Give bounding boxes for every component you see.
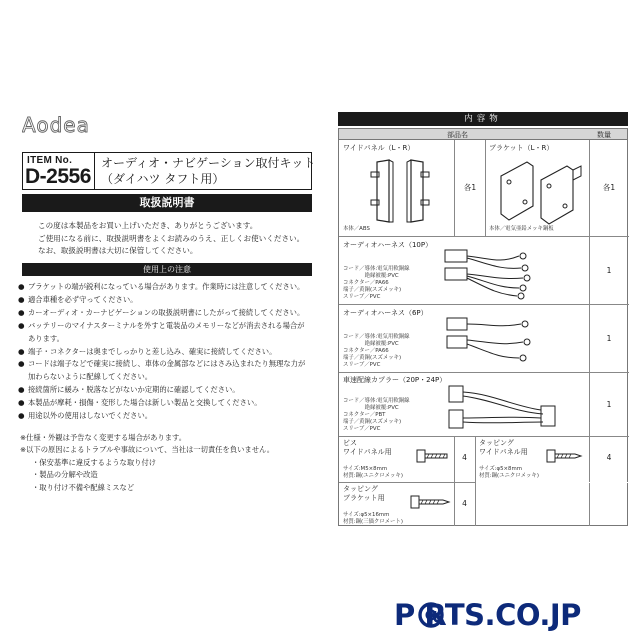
caution-list [18, 281, 314, 423]
footnote-spec-change: ※仕様・外観は予告なく変更する場合があります。 [20, 433, 187, 442]
item-number-box [23, 153, 95, 189]
manual-title: 取扱説明書 [22, 194, 312, 212]
spec-line: コネクター／PA66 [343, 280, 389, 286]
spec-line: サイズ:φ5×8mm [479, 466, 522, 472]
grid-line [339, 236, 629, 237]
grid-line [339, 304, 629, 305]
spec-line: 端子／黄銅(スズメッキ) [343, 355, 402, 361]
part-name-panel: ワイドパネル（L・R） [343, 144, 415, 152]
footnote-sub: ・製品の分解や改造 [32, 470, 98, 480]
part-name-screw-panel-1: ビス [343, 439, 357, 447]
part-spec-tap-panel [479, 466, 539, 480]
panel-drawing [365, 156, 435, 226]
spec-line: コネクター／PBT [343, 412, 386, 418]
grid-line [589, 140, 590, 526]
spec-line: コネクター／PA66 [343, 348, 389, 354]
spec-line: 端子／黄銅(スズメッキ) [343, 287, 402, 293]
part-qty-coupler: 1 [606, 400, 612, 409]
notes-title: 使用上の注意 [22, 263, 312, 276]
spec-line: コード／導体:電気用軟銅線 [343, 398, 410, 404]
part-qty-panel: 各1 [463, 183, 477, 192]
column-quantity: 数量 [597, 131, 611, 139]
part-name-harness6: オーディオハーネス（6P） [343, 309, 428, 317]
spec-line: サイズ:M5×8mm [343, 466, 388, 472]
caution-item: ● コードは端子などで確実に接続し、車体の金属部などにはさみ込まれたり無理な力が [18, 358, 314, 371]
spec-line: コード／導体:電気用軟銅線 [343, 334, 410, 340]
caution-item: ● 適合車種を必ず守ってください。 [18, 294, 314, 307]
footnotes [20, 432, 274, 494]
item-number-label: ITEM No. [27, 155, 73, 166]
intro-line: ご使用になる前に、取扱説明書をよくお読みのうえ、正しくお使いください。 [38, 233, 305, 243]
caution-item: ● ブラケットの端が鋭利になっている場合があります。作業時には注意してください。 [18, 281, 314, 294]
part-qty-bracket: 各1 [602, 183, 616, 192]
part-name-tap-bracket-2: ブラケット用 [343, 494, 385, 502]
screw-icon [415, 446, 451, 466]
spec-line: 材質:鋼(ユニクロメッキ) [343, 473, 403, 479]
spec-line: 材質:鋼(三価クロメート) [343, 519, 403, 525]
coupler-drawing [443, 382, 563, 434]
part-qty-harness10: 1 [606, 266, 612, 275]
part-spec-panel: 本体／ABS [343, 226, 370, 232]
at-sign-icon [418, 600, 444, 630]
spec-line: スリーブ／PVC [343, 426, 381, 432]
caution-item: ● 接続箇所に緩み・脱落などがないか定期的に確認してください。 [18, 384, 314, 397]
item-number: D-2556 [25, 165, 91, 188]
spec-line: サイズ:φ5×16mm [343, 512, 390, 518]
part-name-tap-panel-1: タッピング [479, 439, 514, 447]
caution-item: ● バッテリーのマイナスターミナルを外すと電装品のメモリーなどが消去される場合が [18, 320, 314, 333]
spec-line: スリーブ／PVC [343, 362, 381, 368]
spec-line: 絶縁被覆:PVC [343, 405, 399, 411]
part-spec-bracket: 本体／電気亜鉛メッキ鋼板 [489, 226, 554, 232]
brand-name: Aodea [22, 113, 90, 137]
grid-line [475, 482, 476, 526]
item-header [22, 152, 316, 190]
tapping-screw-long-icon [409, 492, 453, 512]
grid-line [339, 436, 629, 437]
part-spec-tap-bracket [343, 512, 403, 526]
caution-item-continuation: あります。 [28, 333, 64, 343]
contents-table [338, 140, 628, 526]
footnote-disclaimer: ※以下の原因によるトラブルや事故について、当社は一切責任を負いません。 [20, 445, 275, 455]
brand-logo [22, 112, 122, 138]
contents-title: 内容物 [338, 112, 628, 126]
part-spec-coupler [343, 398, 410, 433]
caution-item: ● 本製品が摩耗・損傷・変形した場合は新しい製品と交換してください。 [18, 397, 314, 410]
caution-item-continuation: 加わらないように配線してください。 [28, 372, 153, 382]
site-logo-text: P RTS.CO.JP [394, 598, 581, 632]
spec-line: スリーブ／PVC [343, 294, 381, 300]
footnote-sub: ・保安基準に違反するような取り付け [32, 457, 157, 467]
spec-line: 端子／黄銅(スズメッキ) [343, 419, 402, 425]
grid-line-blank [476, 482, 629, 483]
contents-column-header [338, 128, 628, 140]
harness10-drawing [439, 244, 549, 302]
spec-line: 材質:鋼(ユニクロメッキ) [479, 473, 539, 479]
part-name-bracket: ブラケット（L・R） [489, 144, 554, 152]
part-spec-screw-panel [343, 466, 403, 480]
part-qty-tap-panel: 4 [606, 453, 612, 462]
part-name-tap-panel-2: ワイドパネル用 [479, 448, 528, 456]
part-name-coupler: 車速配線カプラー（20P・24P） [343, 376, 447, 384]
part-qty-tap-bracket: 4 [462, 499, 467, 508]
grid-line [485, 140, 486, 236]
part-qty-harness6: 1 [606, 334, 612, 343]
spec-line: 絶縁被覆:PVC [343, 341, 399, 347]
product-title-line1: オーディオ・ナビゲーション取付キット [101, 156, 316, 170]
column-part-name: 部品名 [447, 131, 468, 139]
product-title [101, 155, 315, 187]
caution-item: ● 用途以外の使用はしないでください。 [18, 410, 314, 423]
grid-line [339, 482, 476, 483]
tapping-screw-icon [545, 446, 585, 466]
part-spec-harness10 [343, 266, 410, 301]
product-title-line2: （ダイハツ タフト用） [101, 172, 225, 186]
caution-item: ● カーオーディオ・カーナビゲーションの取扱説明書にしたがって接続してください。 [18, 307, 314, 320]
intro-line: なお、取扱説明書は大切に保管してください。 [38, 246, 198, 255]
bracket-drawing [497, 154, 585, 226]
part-name-harness10: オーディオハーネス（10P） [343, 241, 433, 249]
part-name-screw-panel-2: ワイドパネル用 [343, 448, 392, 456]
spec-line: コード／導体:電気用軟銅線 [343, 266, 410, 272]
part-spec-harness6 [343, 334, 410, 369]
intro-text [38, 220, 304, 258]
part-qty-screw-panel: 4 [462, 453, 467, 462]
intro-line: この度は本製品をお買い上げいただき、ありがとうございます。 [38, 221, 258, 230]
grid-line [475, 436, 476, 482]
harness6-drawing [439, 312, 549, 368]
grid-line [339, 372, 629, 373]
footnote-sub: ・取り付け不備や配線ミスなど [32, 482, 135, 492]
part-name-tap-bracket-1: タッピング [343, 485, 378, 493]
spec-line: 絶縁被覆:PVC [343, 273, 399, 279]
caution-item: ● 端子・コネクターは奥までしっかりと差し込み、確実に接続してください。 [18, 346, 314, 359]
